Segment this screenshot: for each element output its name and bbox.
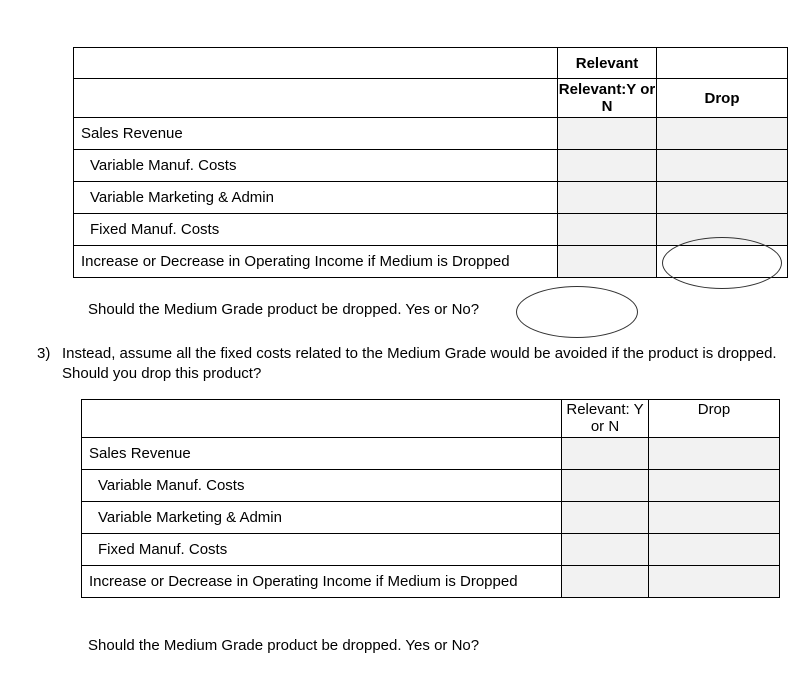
relevant-group-header: Relevant (558, 48, 657, 79)
relevant-input-cell[interactable] (562, 438, 649, 470)
table-row (82, 470, 780, 502)
table-row (82, 502, 780, 534)
row-label: Variable Marketing & Admin (82, 502, 562, 534)
drop-input-cell[interactable] (657, 150, 788, 182)
decision-table-2 (81, 399, 780, 598)
item-text: Instead, assume all the fixed costs related to the Medium Grade would be avoided if the product is dropped. Should you drop this product? (62, 345, 777, 382)
row-label: Sales Revenue (74, 118, 558, 150)
relevant-input-cell[interactable] (562, 470, 649, 502)
relevant-column-header: Relevant:Y or N (558, 79, 657, 118)
table-row (74, 118, 788, 150)
question-2: Should the Medium Grade product be dropped. Yes or No? (88, 637, 480, 654)
question-1: Should the Medium Grade product be dropped. Yes or No? (88, 301, 480, 318)
table-row (74, 214, 788, 246)
relevant-input-cell[interactable] (562, 566, 649, 598)
header-blank-cell (82, 400, 562, 438)
drop-column-header: Drop (649, 400, 780, 438)
relevant-input-cell[interactable] (558, 182, 657, 214)
row-label: Increase or Decrease in Operating Income if Medium is Dropped (74, 246, 558, 278)
table-row (82, 566, 780, 598)
row-label: Fixed Manuf. Costs (82, 534, 562, 566)
table-row (74, 182, 788, 214)
drop-input-cell[interactable] (649, 438, 780, 470)
row-label: Variable Manuf. Costs (74, 150, 558, 182)
relevant-input-cell[interactable] (558, 246, 657, 278)
row-label: Sales Revenue (82, 438, 562, 470)
relevant-input-cell[interactable] (558, 118, 657, 150)
drop-input-cell[interactable] (649, 470, 780, 502)
row-label: Variable Marketing & Admin (74, 182, 558, 214)
row-label: Variable Manuf. Costs (82, 470, 562, 502)
header-blank-cell (74, 79, 558, 118)
drop-column-header: Drop (657, 79, 788, 118)
relevant-column-header: Relevant: Y or N (562, 400, 649, 438)
relevant-input-cell[interactable] (558, 214, 657, 246)
relevant-input-cell[interactable] (562, 502, 649, 534)
table-row (74, 150, 788, 182)
drop-input-cell[interactable] (657, 182, 788, 214)
drop-input-cell[interactable] (657, 118, 788, 150)
item-number: 3) (37, 345, 51, 362)
row-label: Increase or Decrease in Operating Income if Medium is Dropped (82, 566, 562, 598)
drop-input-cell[interactable] (649, 502, 780, 534)
drop-input-cell[interactable] (649, 566, 780, 598)
drop-input-cell[interactable] (649, 534, 780, 566)
relevant-input-cell[interactable] (558, 150, 657, 182)
header-blank-cell (657, 48, 788, 79)
row-label: Fixed Manuf. Costs (74, 214, 558, 246)
table-row (82, 534, 780, 566)
answer-oval[interactable] (516, 286, 638, 338)
header-blank-cell (74, 48, 558, 79)
relevant-input-cell[interactable] (562, 534, 649, 566)
table-row (82, 438, 780, 470)
answer-oval[interactable] (662, 237, 782, 289)
